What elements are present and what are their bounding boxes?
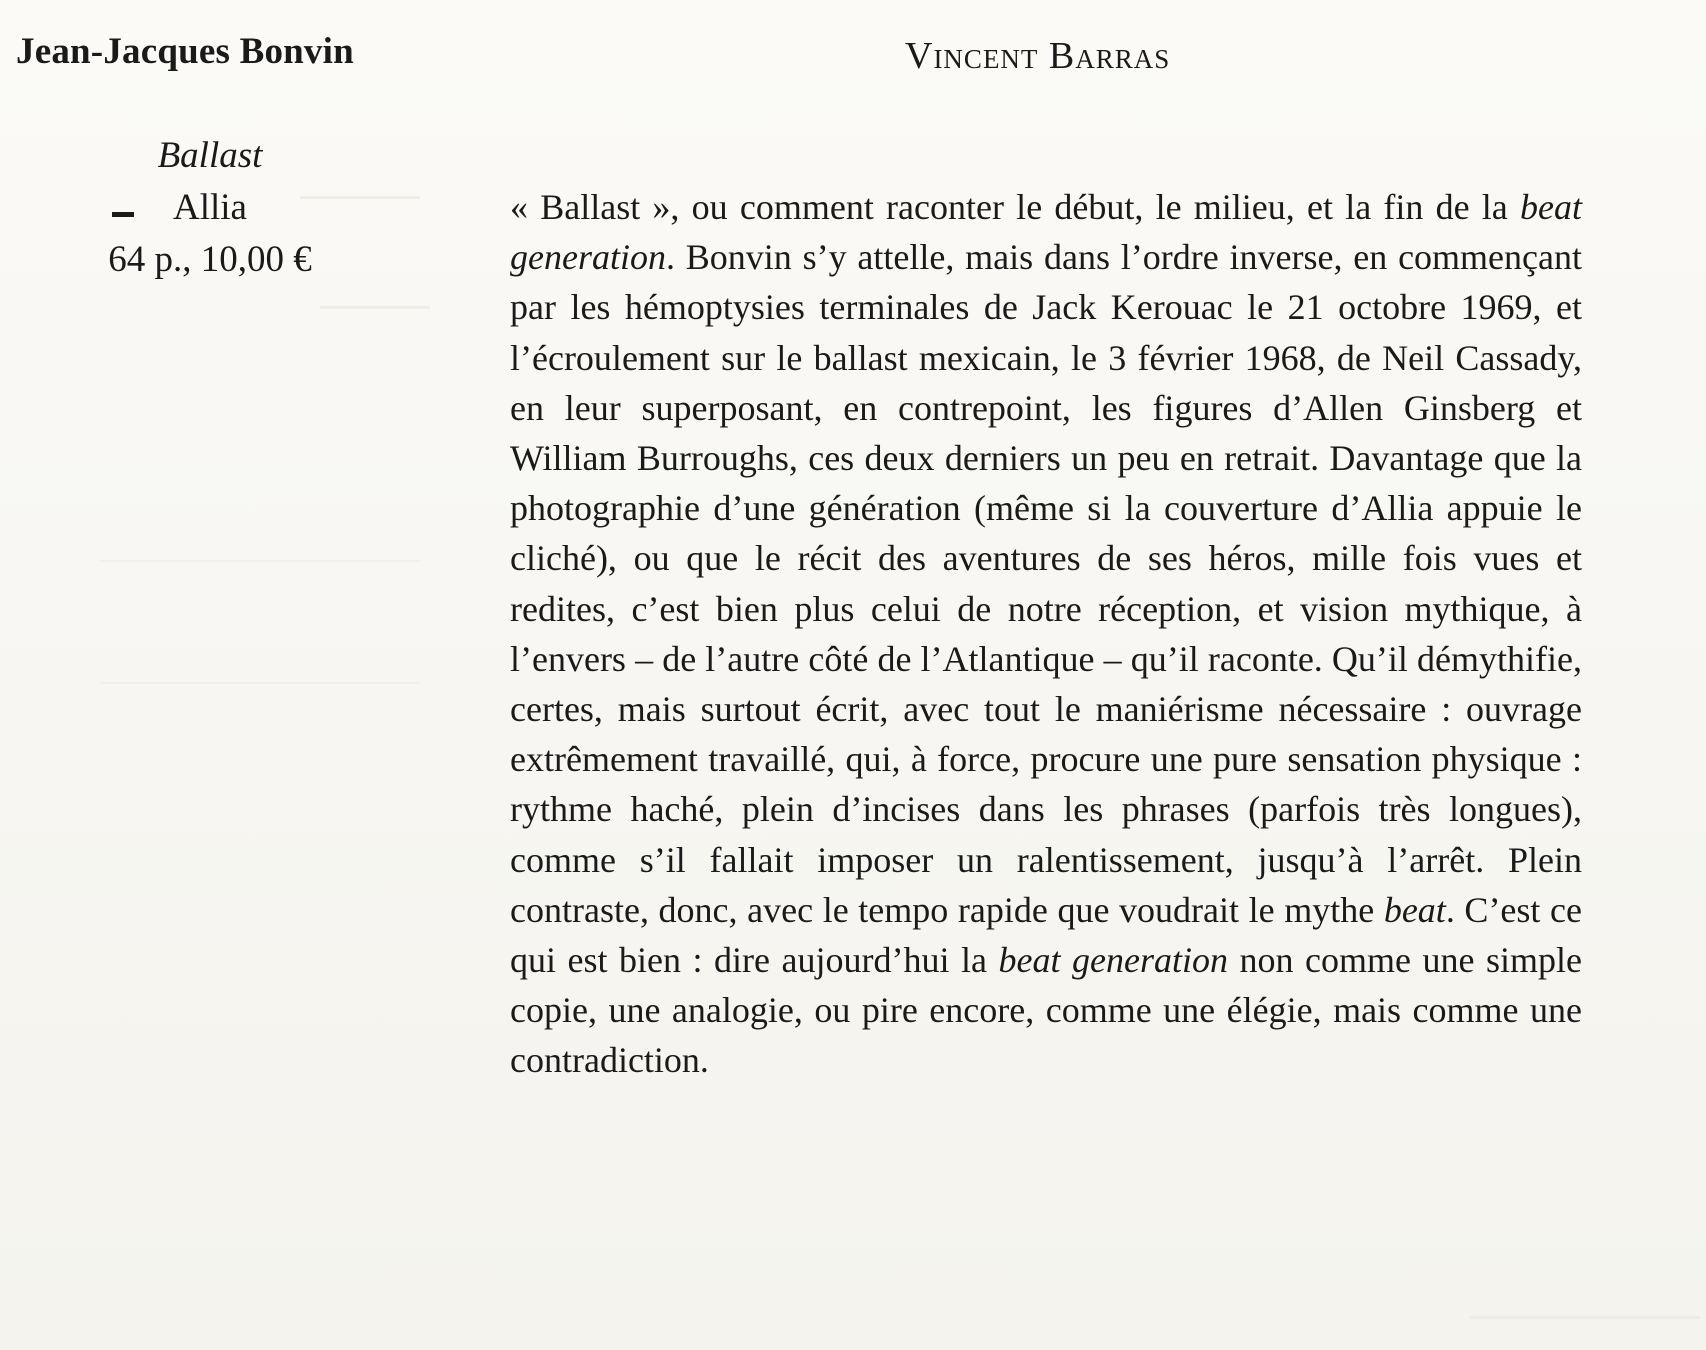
- book-info: [60, 130, 360, 286]
- bleed-through-shape: [100, 560, 420, 684]
- review-italic-segment: beat generation: [998, 940, 1228, 981]
- reviewer-name: Vincent Barras: [905, 35, 1171, 77]
- review-italic-segment: beat generation: [510, 187, 1582, 278]
- review-text-segment: . Bonvin s’y attelle, mais dans l’ordre inverse, en commençant par les hémoptysies terminales de Jack Kerouac le 21 octobre 1969, et l’écroulement sur le ballast mexicain, le 3 février 1968, de Neil Cassady, en leur superposant, en contrepoint, les figures d’Allen Ginsberg et William Burroughs, ces deux derniers un peu en retrait. Davantage que la photographie d’une génération (même si la couverture d’Allia appuie le cliché), ou que le récit des aventures de ses héros, mille fois vues et redites, c’est bien plus celui de notre réception, et vision mythique, à l’envers – de l’autre côté de l’Atlantique – qu’il raconte. Qu’il démythifie, certes, mais surtout écrit, avec tout le maniérisme nécessaire : ouvrage extrêmement travaillé, qui, à force, procure une pure sensation physique : rythme haché, plein d’incises dans les phrases (parfois très longues), comme s’il fallait imposer un ralentissement, jusqu’à l’arrêt. Plein contraste, donc, avec le tempo rapide que voudrait le mythe: [510, 237, 1582, 930]
- review-italic-segment: beat: [1383, 889, 1446, 930]
- review-paragraph: [510, 182, 1582, 1086]
- author-name: Jean-Jacques Bonvin: [16, 31, 354, 72]
- bleed-through-shape: [320, 290, 430, 309]
- book-publisher: Allia: [173, 187, 247, 228]
- review-text-segment: . C’est ce qui est bien : dire aujourd’hui la: [510, 889, 1582, 981]
- book-details: 64 p., 10,00 €: [108, 239, 312, 280]
- bleed-through-shape: [1470, 1300, 1700, 1319]
- dash-mark: [112, 212, 134, 217]
- review-text: [510, 182, 1582, 1086]
- review-text-segment: « Ballast », ou comment raconter le début, le milieu, et la fin de la: [510, 187, 1521, 227]
- book-title: Ballast: [157, 135, 263, 176]
- review-text-segment: non comme une simple copie, une analogie, ou pire encore, comme une élégie, mais comme une contradiction.: [510, 940, 1583, 1081]
- book-publisher-line: [60, 182, 360, 234]
